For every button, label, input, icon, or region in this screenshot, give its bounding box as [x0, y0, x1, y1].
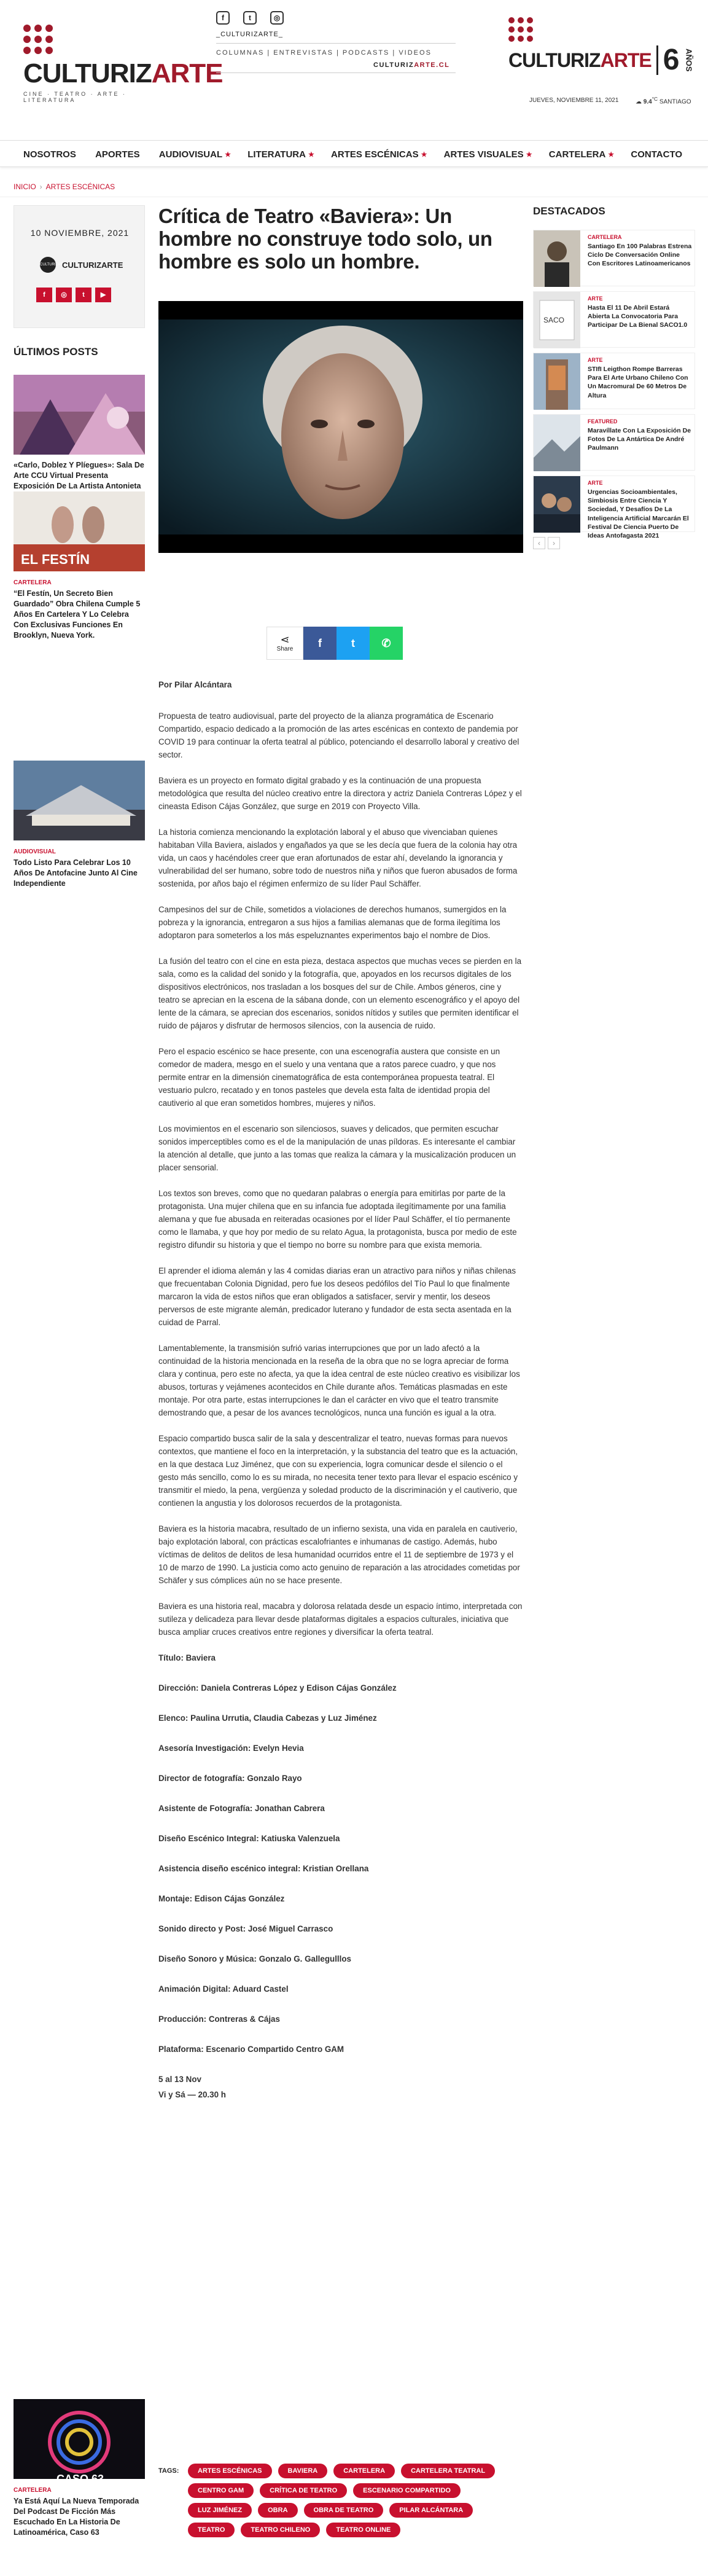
- anniversary-logo: [508, 17, 694, 76]
- post-category[interactable]: CARTELERA: [14, 579, 52, 586]
- article-title: Crítica de Teatro «Baviera»: Un hombre no construye todo solo, un hombre es solo un hombre.: [158, 205, 492, 273]
- nav-item-aportes[interactable]: APORTES: [95, 149, 140, 160]
- post-title[interactable]: “El Festín, Un Secreto Bien Guardado” Obra Chilena Cumple 5 Años En Cartelera Y Lo Celebra Con Exclusivas Funciones En Brooklyn, Nueva York.: [14, 589, 141, 640]
- paragraph: Los movimientos en el escenario son silenciosos, suaves y delicados, que permiten escuchar sonidos imperceptibles como es el de la manipulación de unas píldoras. Es interesante el cambiar la atención al detalle, que junto a las tomas que realiza la cámara y la musicalización producen un placer sensorial.: [158, 1124, 516, 1172]
- credit-line: Diseño Escénico Integral: Katiuska Valenzuela: [158, 1834, 340, 1843]
- facebook-icon[interactable]: f: [216, 11, 230, 25]
- paragraph: Pero el espacio escénico se hace presente, con una escenografía austera que consiste en un comedor de madera, mesgo en el suelo y una ventana que a ratos parece cuadro, y que nos permite entrar en la dimensión cinematográfica de esta contemporánea propuesta teatral. El vestuario pulcro, recatado y en tonos pasteles que devela esta falta de identidad propia del cautiverio al que eran sometidos hombres, mujeres y niños.: [158, 1047, 500, 1108]
- featured-category[interactable]: ARTE: [588, 357, 603, 363]
- facebook-share-button[interactable]: f: [303, 627, 336, 660]
- tag[interactable]: CENTRO GAM: [188, 2483, 254, 2498]
- featured-category[interactable]: CARTELERA: [588, 234, 622, 240]
- post-title[interactable]: Ya Está Aquí La Nueva Temporada Del Podcast De Ficción Más Escuchado En La Historia De Latinoamérica, Caso 63: [14, 2497, 139, 2537]
- post-thumbnail: [14, 2399, 145, 2479]
- featured-item[interactable]: [533, 414, 695, 471]
- list-item[interactable]: [14, 375, 145, 502]
- featured-headline[interactable]: Urgencias Socioambientales, Simbiosis Entre Ciencia Y Sociedad, Y Desafíos De La Inteligencia Artificial Marcarán El Festival De Ciencia Puerto De Ideas Antofagasta 2021: [588, 488, 689, 539]
- svg-text:SACO: SACO: [543, 316, 565, 324]
- post-category[interactable]: AUDIOVISUAL: [14, 848, 56, 855]
- paragraph: Baviera es la historia macabra, resultado de un infierno sexista, una vida en paralela en cautiverio, bajo explotación laboral, con prácticas escalofriantes e inhumanas de castigo. Además, hubo víctimas de delitos de delitos de lesa humanidad ocurridos entre el 11 de septiembre de 1973 y el 10 de marzo de 1990. La justicia como acto genuino de reparación a las atrocidades cometidas por Schäfer y sus cómplices aún no se hace presente.: [158, 1524, 520, 1585]
- weather-temp: 9.4: [643, 98, 652, 106]
- nav-item-cartelera[interactable]: CARTELERA ★: [548, 149, 615, 160]
- featured-headline[interactable]: STIfI Leigthon Rompe Barreras Para El Arte Urbano Chileno Con Un Macromural De 60 Metros De Altura: [588, 366, 688, 399]
- paragraph: Propuesta de teatro audiovisual, parte del proyecto de la alianza programática de Escenario Compartido, espacio dedicado a la promoción de las artes escénicas en contexto de pandemia por COVID 19 para continuar la oferta teatral al público, potenciando el desarrollo laboral y creativo del sector.: [158, 711, 519, 759]
- schedule-dates: 5 al 13 Nov: [158, 2075, 201, 2084]
- divider: [216, 43, 456, 44]
- tag[interactable]: TEATRO ONLINE: [326, 2523, 400, 2537]
- tags-label: TAGS:: [158, 2467, 179, 2475]
- divider: [216, 72, 456, 73]
- post-thumbnail: [14, 761, 145, 840]
- facebook-icon[interactable]: f: [36, 288, 52, 302]
- featured-category[interactable]: FEATURED: [588, 418, 618, 425]
- breadcrumb: INICIO › ARTES ESCÉNICAS: [14, 182, 115, 191]
- featured-item[interactable]: [533, 476, 695, 539]
- anniversary-wordmark: CULTURIZARTE: [508, 49, 652, 71]
- paragraph: Lamentablemente, la transmisión sufrió varias interrupciones que por un lado afectó a la continuidad de la historia mencionada en la reseña de la obra que no se logra apreciar de forma clara y continua, pero este no afecta, ya que la idea central de este núcleo creativo es visibilizar los abusos, torturas y vejámenes acontecidos en Chile durante años. Temáticas plasmadas en este montaje. Por otra parte, estas interrupciones le dan el carácter en vivo que el teatro transmite demostrando que, a pesar de los avances tecnológicos, nunca una función es igual a la otra.: [158, 1344, 520, 1417]
- nav-item-artes-escenicas[interactable]: ARTES ESCÉNICAS ★: [331, 149, 427, 160]
- featured-item[interactable]: [533, 291, 695, 348]
- featured-thumbnail: [534, 353, 580, 410]
- post-category[interactable]: CARTELERA: [14, 2487, 52, 2494]
- featured-item[interactable]: [533, 353, 695, 409]
- tag[interactable]: LUZ JIMÉNEZ: [188, 2503, 252, 2518]
- main-nav: [0, 140, 708, 167]
- article-header: [158, 205, 523, 273]
- tag[interactable]: PILAR ALCÁNTARA: [389, 2503, 473, 2518]
- instagram-icon[interactable]: ◎: [56, 288, 72, 302]
- credit-line: Asistencia diseño escénico integral: Kristian Orellana: [158, 1864, 369, 1873]
- tag[interactable]: BAVIERA: [278, 2464, 328, 2478]
- featured-thumbnail: [534, 292, 580, 348]
- logo-wordmark: CULTURIZARTE: [23, 58, 223, 88]
- tag[interactable]: CRÍTICA DE TEATRO: [260, 2483, 347, 2498]
- tag[interactable]: TEATRO CHILENO: [241, 2523, 320, 2537]
- schedule-times: Vi y Sá — 20.30 h: [158, 2090, 226, 2099]
- header-social: [216, 11, 284, 25]
- credit-line: Producción: Contreras & Cájas: [158, 2014, 280, 2024]
- nav-item-audiovisual[interactable]: AUDIOVISUAL ★: [158, 149, 231, 160]
- avatar: CULTURIZARTE: [40, 257, 56, 273]
- author-name: CULTURIZARTE: [62, 260, 123, 270]
- tag[interactable]: CARTELERA: [333, 2464, 395, 2478]
- post-author[interactable]: [40, 257, 123, 273]
- author-social: [36, 288, 111, 302]
- whatsapp-share-button[interactable]: ✆: [370, 627, 403, 660]
- anniversary-years: AÑOS: [684, 49, 694, 72]
- paragraph: Campesinos del sur de Chile, sometidos a violaciones de derechos humanos, sumergidos en la pobreza y la ignorancia, entregaron a sus hijos a familias alemanas que de forma ilegítima los adoptaron para someterlos a los más espeluznantes experimentos bajo el nombre de Dios.: [158, 905, 507, 940]
- paragraph: Los textos son breves, como que no quedaran palabras o energía para emitirlas por parte de la protagonista. Una mujer chilena que en su infancia fue adoptada ilegítimamente por una familia alemana y que fue abusada en reiteradas ocasiones por el líder Paul Schäffer, el tío permanente como le llamaba, y que hoy por medio de su relato Agua, la protagonista, busca por medio de este registro difundir su historia y que el tiempo no borre su nombre para que exista memoria.: [158, 1189, 517, 1250]
- post-title[interactable]: Todo Listo Para Celebrar Los 10 Años De Antofacine Junto Al Cine Independiente: [14, 858, 138, 888]
- tag[interactable]: OBRA: [258, 2503, 297, 2518]
- credit-line: Animación Digital: Aduard Castel: [158, 1984, 289, 1994]
- anniversary-number: 6: [656, 45, 680, 75]
- site-logo[interactable]: [23, 25, 223, 103]
- paragraph: La fusión del teatro con el cine en esta pieza, destaca aspectos que muchas veces se pierden en la sala, como es la calidad del sonido y la fotografía, que, apoyados en los recursos digitales de los dispositivos electrónicos, nos trasladan a los bosques del sur de Chile. Ambos géneros, cine y teatro se aprecian en la escena de la sábana donde, con un elemento escenográfico y el apoyo del lente de la cámara, se aprecian dos escenarios, sonidos nítidos y sutiles que permiten identificar el ruido de pájaros y disfrutar de hermosos silencios, con la ausencia de ruido.: [158, 957, 522, 1030]
- tag[interactable]: ESCENARIO COMPARTIDO: [353, 2483, 461, 2498]
- top-links[interactable]: COLUMNAS | ENTREVISTAS | PODCASTS | VIDEOS: [216, 49, 432, 57]
- credit-line: Diseño Sonoro y Música: Gonzalo G. Gallegulllos: [158, 1954, 351, 1963]
- share-button[interactable]: ⋖ Share: [266, 627, 303, 660]
- tag[interactable]: TEATRO: [188, 2523, 235, 2537]
- credit-line: Sonido directo y Post: José Miguel Carrasco: [158, 1924, 333, 1933]
- credit-line: Asesoría Investigación: Evelyn Hevia: [158, 1744, 304, 1753]
- breadcrumb-home[interactable]: INICIO: [14, 182, 36, 191]
- featured-sidebar: [533, 205, 695, 549]
- site-url[interactable]: CULTURIZARTE.CL: [373, 61, 450, 69]
- credit-line: Elenco: Paulina Urrutia, Claudia Cabezas y Luz Jiménez: [158, 1713, 377, 1723]
- credit-line: Título: Baviera: [158, 1653, 216, 1662]
- weather-widget: ☁ $9.4^{^\circ C}$ SANTIAGO: [636, 96, 691, 106]
- featured-category[interactable]: ARTE: [588, 480, 603, 486]
- nav-item-contacto[interactable]: CONTACTO: [631, 149, 682, 160]
- paragraph: Baviera es un proyecto en formato digital grabado y es la continuación de una propuesta metodológica que resulta del núcleo creativo entre la directora y actriz Daniela Contreras López y el cineasta Edison Cájas González, que surge en 2019 con Proyecto Villa.: [158, 776, 522, 811]
- credit-line: Director de fotografía: Gonzalo Rayo: [158, 1774, 302, 1783]
- featured-thumbnail: [534, 476, 580, 533]
- featured-thumbnail: [534, 415, 580, 471]
- post-thumbnail: [14, 491, 145, 571]
- list-item[interactable]: [14, 491, 145, 640]
- featured-headline[interactable]: Santiago En 100 Palabras Estrena Ciclo De Conversación Online Con Escritores Latinoamericanos: [588, 243, 692, 268]
- next-button[interactable]: ›: [548, 537, 560, 549]
- credit-line: Dirección: Daniela Contreras López y Edison Cájas González: [158, 1683, 397, 1693]
- post-title[interactable]: «Carlo, Doblez Y Plíegues»: Sala De Arte CCU Virtual Presenta Exposición De La Artista Antonieta: [14, 461, 144, 490]
- logo-dots: [23, 25, 171, 54]
- instagram-handle[interactable]: _CULTURIZARTE_: [216, 31, 283, 38]
- latest-posts-title: ÚLTIMOS POSTS: [14, 346, 98, 358]
- twitter-icon[interactable]: t: [243, 11, 257, 25]
- featured-thumbnail: [534, 230, 580, 287]
- weather-city: SANTIAGO: [659, 98, 691, 106]
- featured-headline[interactable]: Maravíllate Con La Exposición De Fotos De La Antártica De André Paulmann: [588, 427, 691, 452]
- nav-item-nosotros[interactable]: NOSOTROS: [23, 149, 76, 160]
- site-header: [0, 0, 708, 135]
- credit-line: Montaje: Edison Cájas González: [158, 1894, 285, 1903]
- prev-button[interactable]: ‹: [533, 537, 545, 549]
- list-item[interactable]: [14, 761, 145, 889]
- paragraph: El aprender el idioma alemán y las 4 comidas diarias eran un atractivo para niños y niñas chilenas que frecuentaban Colonia Dignidad, pero fue los deseos pedófilos del Tío Paul lo que finalmente marcaron la vida de estos niños que eran obligados a satisfacer, servir y mentir, los deseos perversos de este migrante alemán, predicador luterano y fundador de esta secta asentada en la cuidad de Parral.: [158, 1266, 516, 1327]
- post-meta-box: [14, 205, 145, 328]
- logo-tagline: CINE · TEATRO · ARTE · LITERATURA: [23, 91, 127, 103]
- featured-item[interactable]: [533, 230, 695, 286]
- tag[interactable]: CARTELERA TEATRAL: [401, 2464, 495, 2478]
- article-author: Por Pilar Alcántara: [158, 680, 232, 689]
- twitter-icon[interactable]: t: [76, 288, 91, 302]
- thumbnail-overlay-text: EL FESTÍN: [21, 552, 90, 567]
- cloud-icon: ☁: [636, 98, 642, 106]
- article-body: [158, 678, 523, 2104]
- current-date: JUEVES, NOVIEMBRE 11, 2021: [529, 97, 619, 104]
- nav-item-literatura[interactable]: LITERATURA ★: [247, 149, 314, 160]
- thumbnail-overlay-text: CASO 63: [56, 2473, 104, 2479]
- tag[interactable]: OBRA DE TEATRO: [304, 2503, 384, 2518]
- paragraph: Baviera es una historia real, macabra y dolorosa relatada desde un espacio íntimo, interpretada con sutileza y delicadeza para llevar desde plataformas digitales a espacios culturales, iniciativa que busca ampliar cruces creativos entre regiones y diversificar la oferta teatral.: [158, 1602, 523, 1637]
- featured-category[interactable]: ARTE: [588, 296, 603, 302]
- article-hero-image: [158, 301, 523, 553]
- credit-line: Asistente de Fotografía: Jonathan Cabrera: [158, 1804, 325, 1813]
- post-date: 10 NOVIEMBRE, 2021: [30, 228, 130, 238]
- twitter-share-button[interactable]: t: [336, 627, 370, 660]
- tag[interactable]: ARTES ESCÉNICAS: [188, 2464, 272, 2478]
- youtube-icon[interactable]: ▶: [95, 288, 111, 302]
- featured-headline[interactable]: Hasta El 11 De Abril Estará Abierta La Convocatoria Para Participar De La Bienal SACO1.0: [588, 304, 688, 329]
- list-item[interactable]: [14, 2399, 145, 2538]
- instagram-icon[interactable]: ◎: [270, 11, 284, 25]
- share-bar: [266, 627, 403, 660]
- paragraph: La historia comienza mencionando la explotación laboral y el abuso que vivenciaban quienes habitaban Villa Baviera, aislados y engañados ya que se les decía que fuera de la colonia hay otra vida, un caos y hacéndoles creer que eran afortunados de estar ahí, develando la ignorancia y vulnerabilidad del ser humano, sobre todo de nuestros niña y niños que fueron abusados de forma sostenida, por años bajo el régimen enfermizo de su líder Paul Schäffer.: [158, 828, 518, 888]
- featured-title: DESTACADOS: [533, 205, 605, 217]
- breadcrumb-section[interactable]: ARTES ESCÉNICAS: [45, 182, 115, 191]
- nav-item-artes-visuales[interactable]: ARTES VISUALES ★: [443, 149, 532, 160]
- share-icon: ⋖: [280, 633, 290, 646]
- credit-line: Plataforma: Escenario Compartido Centro GAM: [158, 2045, 344, 2054]
- paragraph: Espacio compartido busca salir de la sala y descentralizar el teatro, nuevas formas para nuevos contextos, que mantiene el foco en la interpretación, y la substancia del teatro que es la actuación, en la que destaca Luz Jiménez, que con su experiencia, logra comunicar desde el silencio o el gesto más sencillo, como lo es su mirada, no necesita tener texto para llevar el espacio escénico y transmitir el miedo, la pena, vergüenza y soledad producto de la discriminación y el cautiverio, que contienen la angustia y los dolorosos recuerdos de la protagonista.: [158, 1434, 518, 1508]
- post-thumbnail: [14, 375, 145, 455]
